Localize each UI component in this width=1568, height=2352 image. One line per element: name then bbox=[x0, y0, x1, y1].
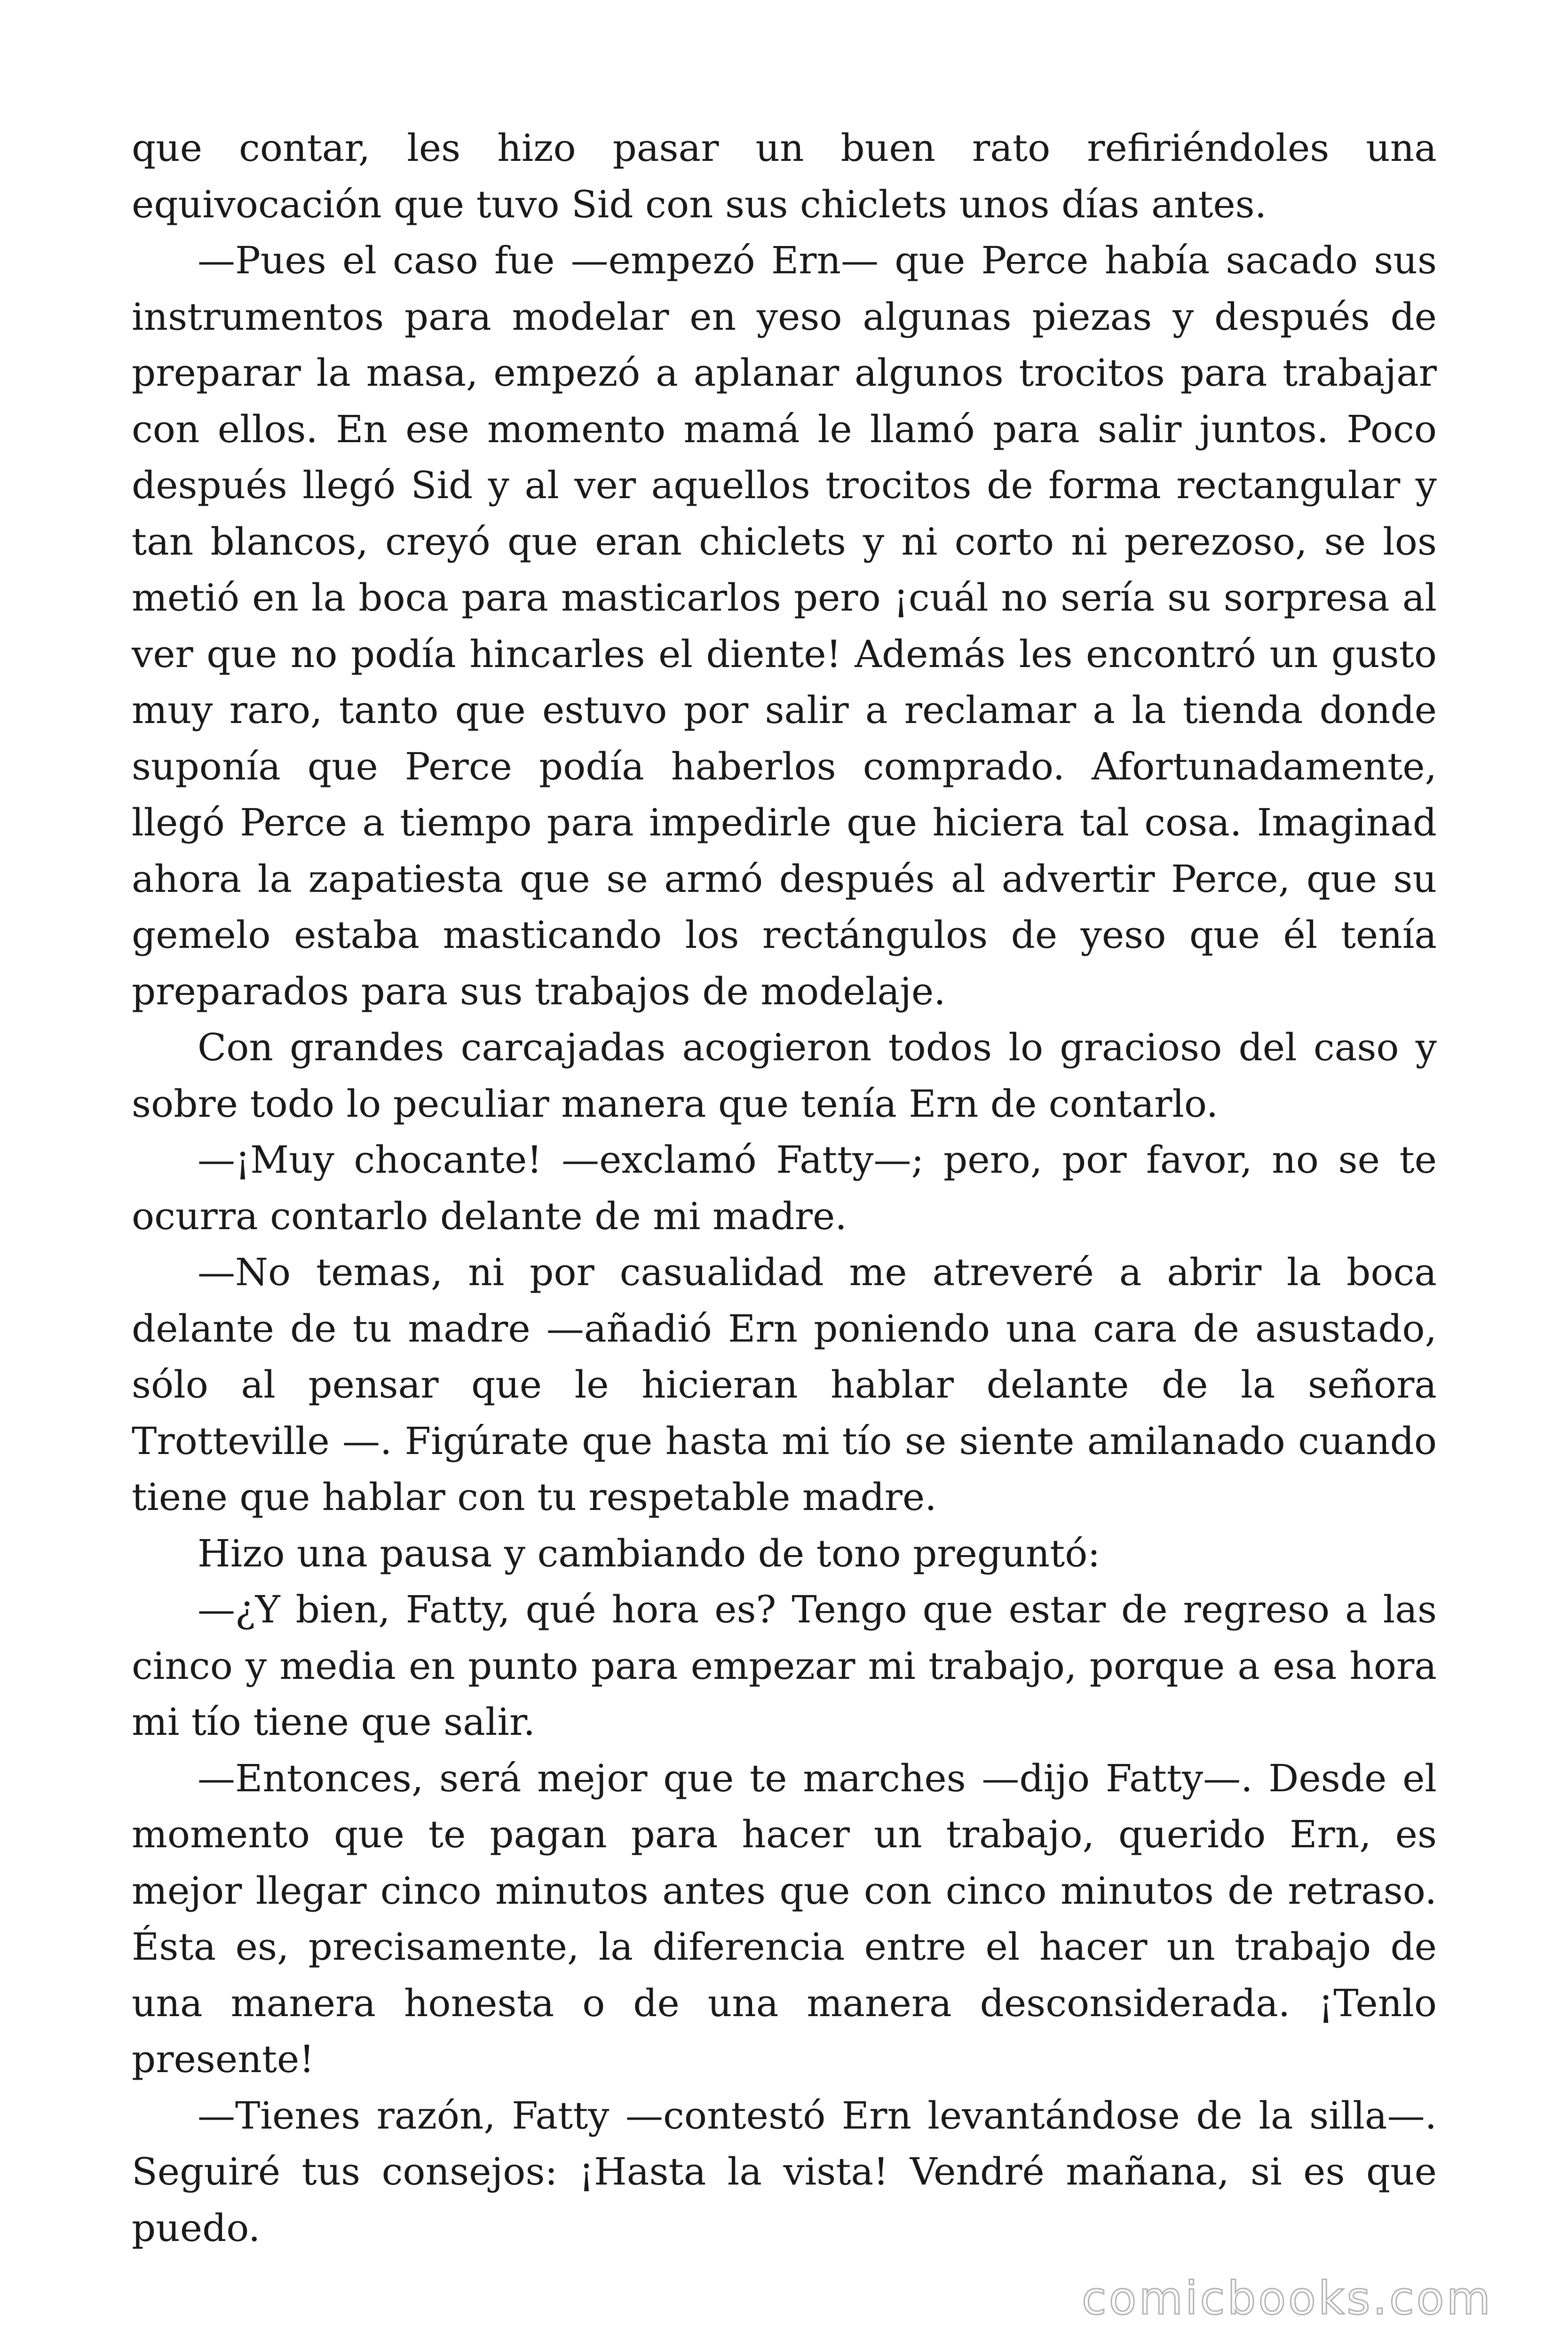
paragraph-7: —¿Y bien, Fatty, qué hora es? Tengo que estar de regreso a las cinco y media en punto para empezar mi trabajo, porque a esa hora mi tío tiene que salir. bbox=[132, 1588, 1437, 1744]
paragraph-4: —¡Muy chocante! —exclamó Fatty—; pero, por favor, no se te ocurra contarlo delante de mi madre. bbox=[132, 1138, 1437, 1238]
watermark: comicbooks.com bbox=[1081, 2272, 1493, 2325]
body-text bbox=[132, 120, 1437, 2256]
paragraph-6: Hizo una pausa y cambiando de tono preguntó: bbox=[198, 1531, 1101, 1575]
paragraph-3: Con grandes carcajadas acogieron todos lo gracioso del caso y sobre todo lo peculiar manera que tenía Ern de contarlo. bbox=[132, 1025, 1437, 1126]
paragraph-1: que contar, les hizo pasar un buen rato refiriéndoles una equivocación que tuvo Sid con sus chiclets unos días antes. bbox=[132, 126, 1437, 226]
paragraph-5: —No temas, ni por casualidad me atreveré a abrir la boca delante de tu madre —añadió Ern poniendo una cara de asustado, sólo al pensar que le hicieran hablar delante de la señora Trotteville —. Figúrate que hasta mi tío se siente amilanado cuando tiene que hablar con tu respetable madre. bbox=[132, 1250, 1437, 1519]
paragraph-2: —Pues el caso fue —empezó Ern— que Perce había sacado sus instrumentos para modelar en yeso algunas piezas y después de preparar la masa, empezó a aplanar algunos trocitos para trabajar con ellos. En ese momento mamá le llamó para salir juntos. Poco después llegó Sid y al ver aquellos trocitos de forma rectangular y tan blancos, creyó que eran chiclets y ni corto ni perezoso, se los metió en la boca para masticarlos pero ¡cuál no sería su sorpresa al ver que no podía hincarles el diente! Además les encontró un gusto muy raro, tanto que estuvo por salir a reclamar a la tienda donde suponía que Perce podía haberlos comprado. Afortunadamente, llegó Perce a tiempo para impedirle que hiciera tal cosa. Imaginad ahora la zapatiesta que se armó después al advertir Perce, que su gemelo estaba masticando los rectángulos de yeso que él tenía preparados para sus trabajos de modelaje. bbox=[132, 238, 1437, 1013]
paragraph-9: —Tienes razón, Fatty —contestó Ern levantándose de la silla—. Seguiré tus consejos: ¡Hasta la vista! Vendré mañana, si es que puedo. bbox=[132, 2093, 1437, 2250]
paragraph-8: —Entonces, será mejor que te marches —dijo Fatty—. Desde el momento que te pagan para hacer un trabajo, querido Ern, es mejor llegar cinco minutos antes que con cinco minutos de retraso. Ésta es, precisamente, la diferencia entre el hacer un trabajo de una manera honesta o de una manera desconsiderada. ¡Tenlo presente! bbox=[132, 1756, 1437, 2081]
